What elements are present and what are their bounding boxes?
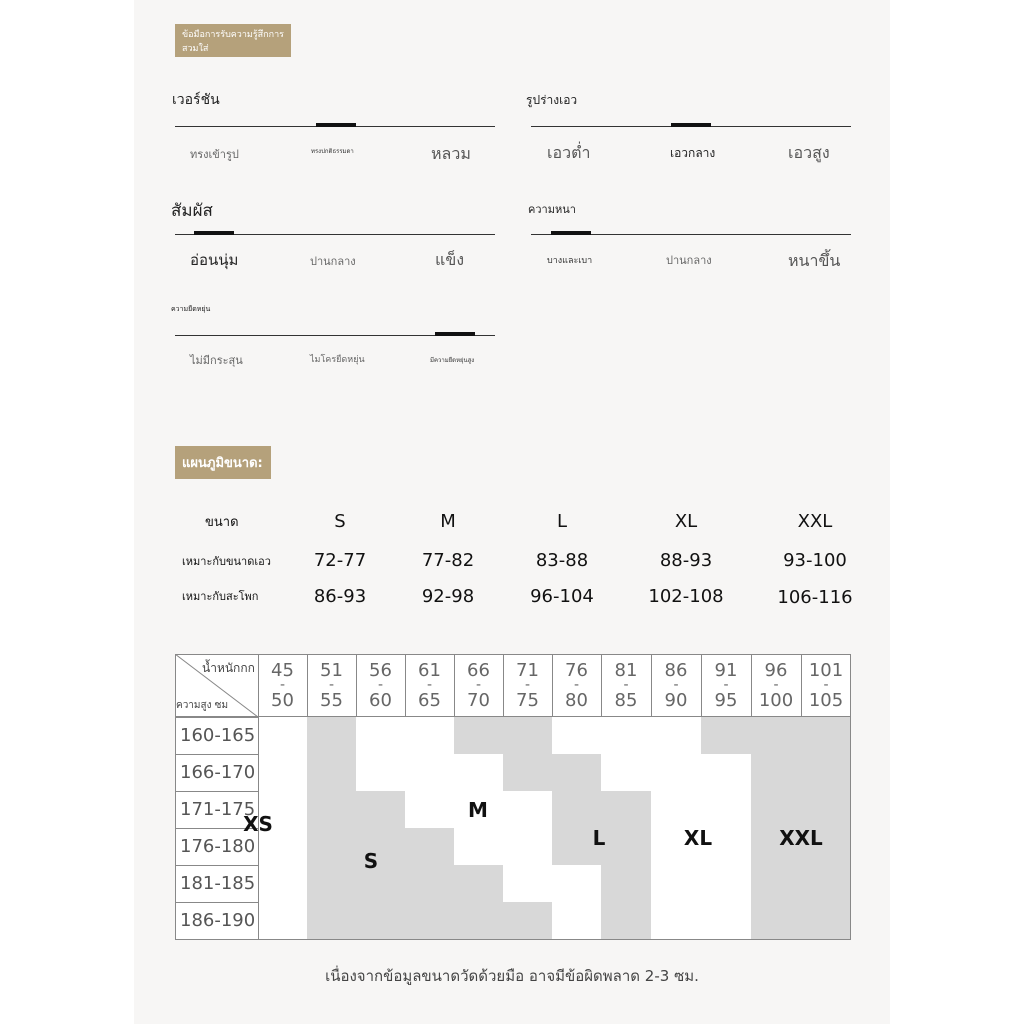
grid-cell	[258, 865, 307, 902]
grid-cell	[651, 902, 701, 940]
grid-cell	[552, 865, 601, 902]
waist-s: 72-77	[313, 550, 367, 571]
weight-range-dash: -	[573, 677, 580, 693]
grid-cell	[552, 717, 601, 754]
weight-range-dash: -	[377, 677, 384, 693]
grid-cell	[356, 902, 405, 940]
height-row-label: 176-180	[180, 836, 256, 857]
grid-cell	[503, 828, 552, 865]
weight-column-header	[801, 660, 851, 711]
grid-cell	[801, 865, 851, 902]
size-chart-tag: แผนภูมิขนาด:	[175, 446, 271, 479]
grid-cell	[751, 865, 801, 902]
grid-cell	[307, 754, 356, 791]
touch-left-label: อ่อนนุ่ม	[190, 251, 239, 269]
weight-range-start: 61	[418, 660, 441, 681]
thickness-left-label: บางและเบา	[547, 256, 593, 266]
weight-range-end: 55	[320, 690, 343, 711]
height-row-label: 171-175	[180, 799, 256, 820]
wear-feel-tag: ข้อมือการรับความรู้สึกการสวมใส่	[175, 24, 291, 57]
grid-cell	[801, 754, 851, 791]
height-row-label: 186-190	[180, 910, 256, 931]
size-row-label: ขนาด	[205, 515, 239, 530]
waist-title: รูปร่างเอว	[526, 93, 578, 107]
hip-xl: 102-108	[648, 586, 724, 607]
grid-cell	[552, 754, 601, 791]
weight-column-header	[454, 660, 503, 711]
weight-range-end: 85	[614, 690, 638, 711]
height-row-label: 160-165	[180, 725, 256, 746]
grid-cell	[258, 717, 307, 754]
waist-l: 83-88	[535, 550, 589, 571]
grid-cell	[356, 717, 405, 754]
grid-size-label: XS	[243, 812, 273, 836]
weight-range-end: 70	[467, 690, 490, 711]
weight-range-end: 90	[664, 690, 688, 711]
weight-range-start: 51	[320, 660, 343, 681]
thickness-title: ความหนา	[528, 203, 576, 216]
grid-cell	[405, 791, 454, 828]
grid-cell	[601, 902, 651, 940]
grid-cell	[651, 865, 701, 902]
height-row-label: 181-185	[180, 873, 256, 894]
weight-column-header	[601, 660, 651, 711]
weight-range-start: 81	[614, 660, 638, 681]
grid-cell	[307, 902, 356, 940]
weight-column-header	[651, 660, 701, 711]
grid-cell	[601, 865, 651, 902]
grid-cell	[356, 754, 405, 791]
measurement-footnote: เนื่องจากข้อมูลขนาดวัดด้วยมือ อาจมีข้อผิดพลาด 2-3 ซม.	[325, 967, 699, 985]
waist-scale-marker	[671, 123, 711, 127]
grid-cell	[801, 902, 851, 940]
size-grid	[175, 654, 851, 940]
weight-range-end: 105	[808, 690, 844, 711]
grid-cell	[701, 754, 751, 791]
weight-range-start: 66	[467, 660, 490, 681]
grid-cell	[405, 717, 454, 754]
weight-column-header	[356, 660, 405, 711]
weight-column-header	[552, 660, 601, 711]
hip-l: 96-104	[530, 586, 594, 607]
waist-m: 77-82	[421, 550, 475, 571]
weight-range-start: 76	[565, 660, 588, 681]
grid-cell	[801, 717, 851, 754]
version-scale-marker	[316, 123, 356, 127]
weight-range-dash: -	[426, 677, 433, 693]
grid-cell	[258, 754, 307, 791]
weight-range-start: 56	[369, 660, 392, 681]
grid-cell	[751, 791, 801, 828]
waist-row-label: เหมาะกับขนาดเอว	[182, 555, 271, 568]
grid-cell	[454, 717, 503, 754]
touch-right-label: แข็ง	[435, 250, 465, 269]
grid-cell	[651, 791, 701, 828]
thickness-scale-marker	[551, 231, 591, 235]
weight-column-header	[751, 660, 801, 711]
weight-header-label: น้ำหนักกก	[202, 661, 255, 675]
waist-xxl: 93-100	[783, 550, 847, 571]
thickness-mid-label: ปานกลาง	[666, 254, 712, 267]
grid-cell	[751, 902, 801, 940]
touch-title: สัมผัส	[171, 201, 213, 221]
grid-cell	[601, 791, 651, 828]
grid-cell	[801, 791, 851, 828]
grid-cell	[454, 828, 503, 865]
grid-cell	[503, 902, 552, 940]
grid-cell	[258, 902, 307, 940]
grid-cell	[454, 902, 503, 940]
weight-column-header	[258, 660, 307, 711]
grid-cell	[651, 717, 701, 754]
hip-row-label: เหมาะกับสะโพก	[182, 590, 259, 603]
grid-size-label: M	[468, 798, 488, 822]
weight-range-dash: -	[475, 677, 482, 693]
weight-column-header	[701, 660, 751, 711]
waist-xl: 88-93	[659, 550, 713, 571]
grid-size-label: S	[363, 849, 379, 873]
weight-range-dash: -	[328, 677, 335, 693]
grid-cell	[601, 717, 651, 754]
grid-cell	[356, 791, 405, 828]
weight-range-end: 75	[516, 690, 539, 711]
grid-cell	[651, 754, 701, 791]
grid-cell	[405, 828, 454, 865]
version-left-label: ทรงเข้ารูป	[190, 148, 239, 161]
size-col-l: L	[556, 511, 568, 532]
weight-range-dash: -	[773, 677, 779, 693]
hip-s: 86-93	[313, 586, 367, 607]
grid-cell	[307, 791, 356, 828]
weight-range-start: 45	[271, 660, 294, 681]
weight-column-header	[503, 660, 552, 711]
weight-range-dash: -	[279, 677, 286, 693]
grid-cell	[503, 865, 552, 902]
grid-cell	[405, 902, 454, 940]
stretch-scale-marker	[435, 332, 475, 336]
size-col-xl: XL	[674, 511, 698, 532]
grid-cell	[751, 754, 801, 791]
height-row-label: 166-170	[180, 762, 256, 783]
waist-mid-label: เอวกลาง	[670, 146, 716, 160]
weight-range-end: 100	[758, 690, 794, 711]
weight-range-dash: -	[723, 677, 729, 693]
weight-range-start: 101	[808, 660, 844, 681]
height-header-label: ความสูง ซม	[176, 700, 229, 711]
grid-cell	[601, 754, 651, 791]
weight-range-start: 71	[516, 660, 539, 681]
weight-column-header	[307, 660, 356, 711]
stretch-mid-label: ไมโครยืดหยุ่น	[310, 355, 365, 365]
weight-range-end: 95	[714, 690, 738, 711]
grid-cell	[503, 717, 552, 754]
size-col-s: S	[334, 511, 346, 532]
thickness-right-label: หนาขึ้น	[788, 251, 841, 270]
weight-range-end: 60	[369, 690, 392, 711]
grid-size-label: L	[592, 826, 606, 850]
grid-cell	[701, 717, 751, 754]
grid-cell	[552, 902, 601, 940]
grid-cell	[454, 754, 503, 791]
grid-cell	[454, 865, 503, 902]
waist-left-label: เอวต่ำ	[547, 143, 591, 162]
grid-cell	[503, 791, 552, 828]
weight-range-start: 96	[764, 660, 788, 681]
grid-cell	[701, 865, 751, 902]
stretch-right-label: มีความยืดหยุ่นสูง	[430, 357, 475, 364]
grid-size-label: XXL	[779, 826, 823, 850]
grid-cell	[503, 754, 552, 791]
weight-range-end: 50	[271, 690, 294, 711]
weight-range-dash: -	[823, 677, 829, 693]
weight-range-start: 91	[714, 660, 738, 681]
touch-scale-marker	[194, 231, 234, 235]
grid-cell	[405, 754, 454, 791]
stretch-title: ความยืดหยุ่น	[171, 305, 211, 313]
weight-range-end: 80	[565, 690, 588, 711]
waist-right-label: เอวสูง	[788, 143, 830, 162]
hip-m: 92-98	[421, 586, 475, 607]
version-mid-label: ทรงปกติธรรมดา	[311, 148, 354, 155]
grid-cell	[405, 865, 454, 902]
size-col-m: M	[440, 511, 456, 532]
weight-range-dash: -	[623, 677, 629, 693]
version-right-label: หลวม	[431, 144, 471, 163]
touch-mid-label: ปานกลาง	[310, 255, 356, 268]
grid-size-label: XL	[683, 826, 713, 850]
grid-cell	[701, 902, 751, 940]
weight-range-start: 86	[664, 660, 688, 681]
version-title: เวอร์ชัน	[172, 92, 220, 108]
grid-cell	[751, 717, 801, 754]
weight-column-header	[405, 660, 454, 711]
size-col-xxl: XXL	[797, 511, 833, 532]
grid-cell	[701, 791, 751, 828]
grid-cell	[552, 791, 601, 828]
hip-xxl: 106-116	[777, 587, 853, 608]
grid-cell	[307, 717, 356, 754]
weight-range-dash: -	[524, 677, 531, 693]
weight-range-end: 65	[418, 690, 441, 711]
weight-range-dash: -	[673, 677, 679, 693]
stretch-left-label: ไม่มีกระสุน	[190, 354, 243, 367]
